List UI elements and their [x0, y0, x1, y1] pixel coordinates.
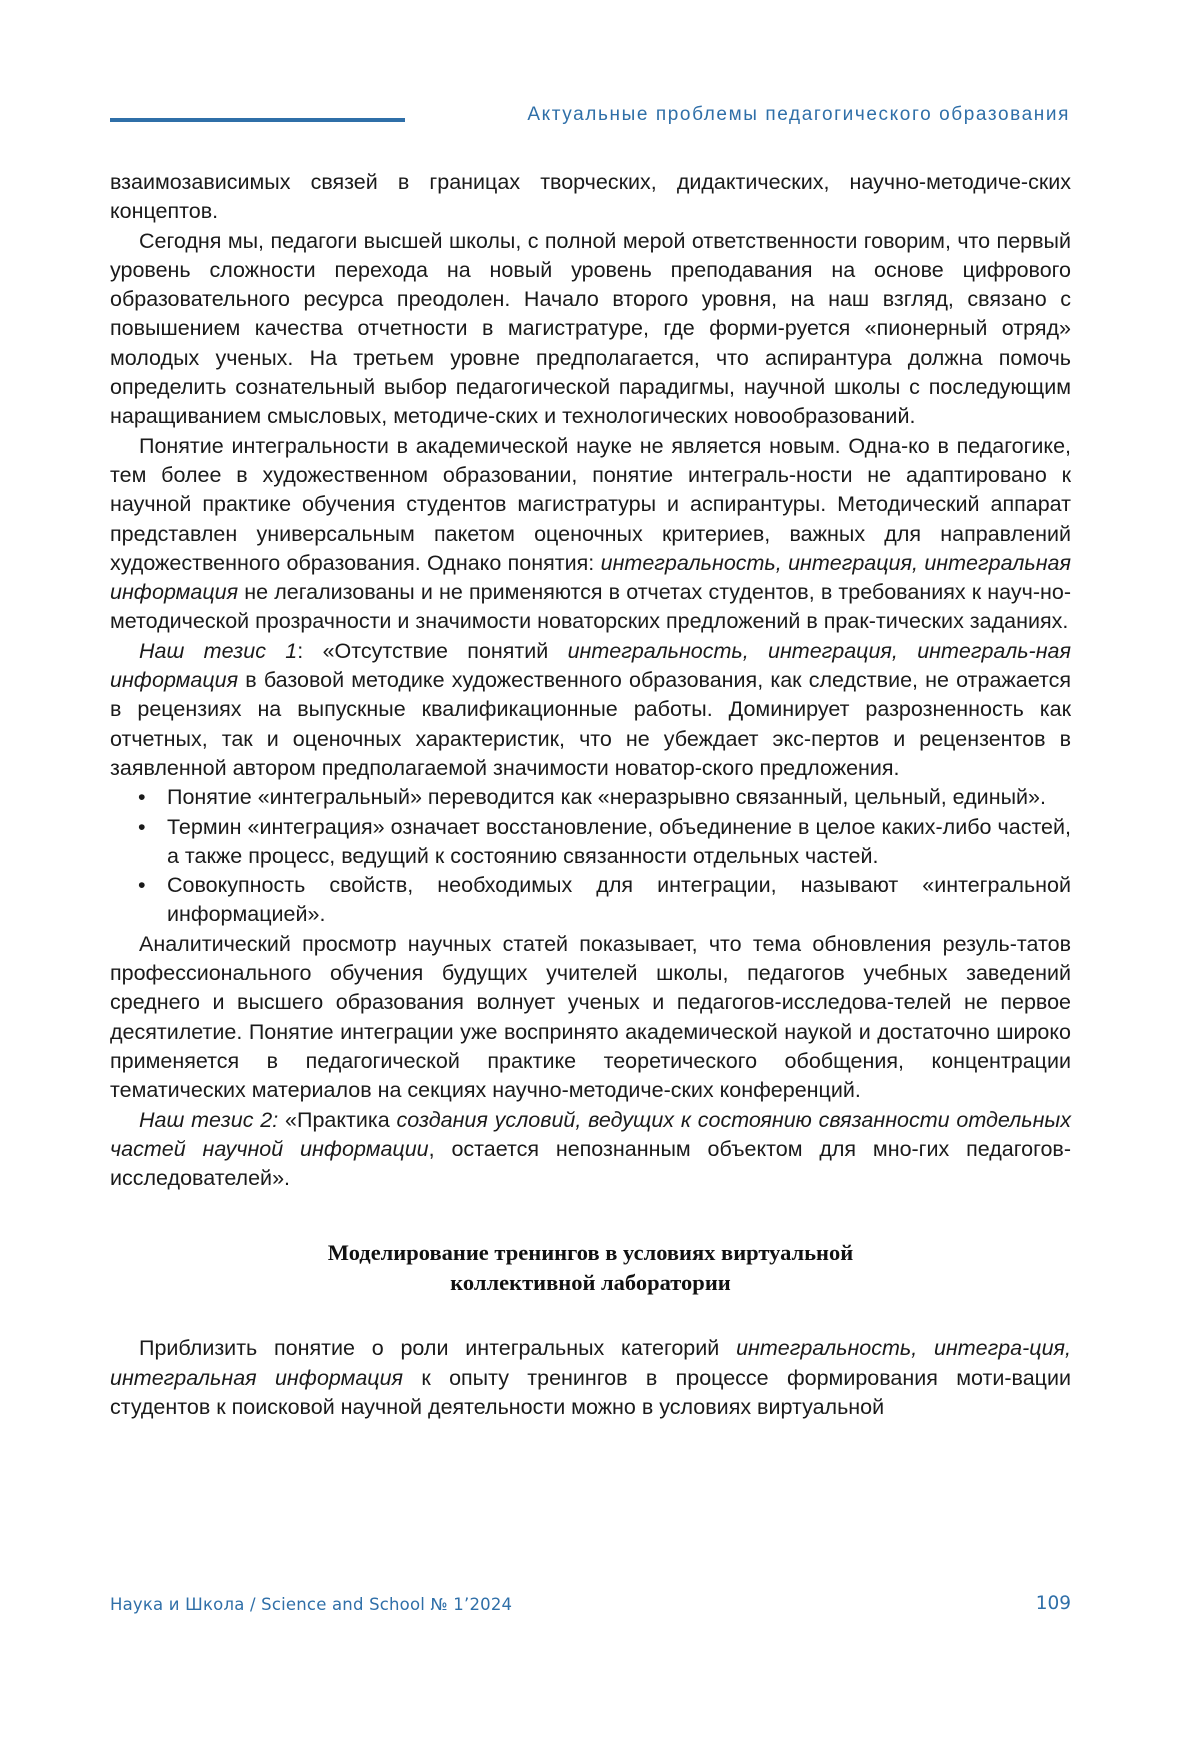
definition-list: [110, 783, 1071, 929]
paragraph-text: , остается непознанным объектом для мно-гих педагогов-исследователей».: [110, 1136, 1072, 1191]
paragraph: [110, 1334, 1071, 1422]
paragraph: Аналитический просмотр научных статей показывает, что тема обновления резуль-татов профессионального обучения будущих учителей школы, педагогов учебных заведений среднего и высшего образования волнует ученых и педагогов-исследова-телей не первое десятилетие. Понятие интеграции уже воспринято академической наукой и достаточно широко применяется в педагогической практике теоретического обобщения, концентрации тематических материалов на секциях научно-методиче-ских конференций.: [110, 931, 1071, 1103]
paragraph: [110, 432, 1071, 637]
thesis-paragraph: [110, 1106, 1071, 1194]
list-item: [110, 813, 1071, 872]
bullet-icon: •: [138, 785, 146, 810]
thesis-label: Наш тезис 1: [139, 638, 298, 663]
list-item: [110, 871, 1071, 930]
italic-terms: создания условий, ведущих к состоянию связанности отдельных частей научной информации: [110, 1107, 1071, 1161]
paragraph-text: «Практика: [278, 1107, 397, 1132]
paragraph-continuation: взаимозависимых связей в границах творческих, дидактических, научно-методиче-ских концептов.: [110, 170, 1071, 224]
header-rule: [110, 118, 405, 122]
bullet-icon: •: [138, 873, 146, 898]
page-number: 109: [1035, 1593, 1071, 1614]
list-item: [110, 783, 1071, 812]
section-heading: [110, 1238, 1071, 1298]
section-heading-line: коллективной лаборатории: [450, 1270, 731, 1296]
paragraph-text: не легализованы и не применяются в отчетах студентов, в требованиях к науч-но-методической прозрачности и значимости новаторских предложений в прак-тических заданиях.: [110, 580, 1071, 634]
thesis-paragraph: [110, 637, 1071, 783]
list-item-text: Совокупность свойств, необходимых для интеграции, называют «интегральной информацией».: [167, 873, 1071, 927]
italic-terms: интегральность, интеграция, интеграль-ная информация: [110, 638, 1071, 693]
running-header-title: Актуальные проблемы педагогического образования: [527, 104, 1070, 125]
paragraph-text: Приблизить понятие о роли интегральных категорий: [139, 1336, 737, 1361]
bullet-icon: •: [138, 814, 146, 839]
footer-journal-name: Наука и Школа / Science and School № 1’2024: [110, 1595, 513, 1614]
paragraph: Сегодня мы, педагоги высшей школы, с полной мерой ответственности говорим, что первый уровень сложности перехода на новый уровень преподавания на основе цифрового образовательного ресурса преодолен. Начало второго уровня, на наш взгляд, связано с повышением качества отчетности в магистратуре, где форми-руется «пионерный отряд» молодых ученых. На третьем уровне предполагается, что аспирантура должна помочь определить сознательный выбор педагогической парадигмы, научной школы с последующим наращиванием смысловых, методиче-ских и технологических новообразований.: [110, 228, 1071, 429]
paragraph-text: : «Отсутствие понятий: [297, 638, 568, 663]
list-item-text: Понятие «интегральный» переводится как «неразрывно связанный, цельный, единый».: [167, 785, 1046, 810]
list-item-text: Термин «интеграция» означает восстановление, объединение в целое каких-либо частей, а также процесс, ведущий к состоянию связанности отдельных частей.: [167, 814, 1071, 868]
section-heading-line: Моделирование тренингов в условиях виртуальной: [327, 1240, 854, 1266]
paragraph-text: к опыту тренингов в процессе формирования моти-вации студентов к поисковой научной деятельности можно в условиях виртуальной: [110, 1365, 1071, 1419]
paragraph-text: в базовой методике художественного образования, как следствие, не отражается в рецензиях на выпускные квалификационные работы. Доминирует разрозненность как отчетных, так и оценочных характеристик, что не убеждает экс-пертов и рецензентов в заявленной автором предполагаемой значимости новатор-ского предложения.: [110, 668, 1071, 780]
italic-terms: интегральность, интеграция, интегральная информация: [110, 550, 1071, 605]
thesis-label: Наш тезис 2:: [139, 1107, 279, 1132]
italic-terms: интегральность, интегра-ция, интегральная информация: [110, 1336, 1071, 1390]
paragraph-text: Понятие интегральности в академической науке не является новым. Одна-ко в педагогике, тем более в художественном образовании, понятие интеграль-ности не адаптировано к научной практике обучения студентов магистратуры и аспирантуры. Методический аппарат представлен универсальным пакетом оценочных критериев, важных для направлений художественного образования. Однако понятия:: [110, 433, 1071, 575]
article-body: [110, 168, 1071, 1422]
